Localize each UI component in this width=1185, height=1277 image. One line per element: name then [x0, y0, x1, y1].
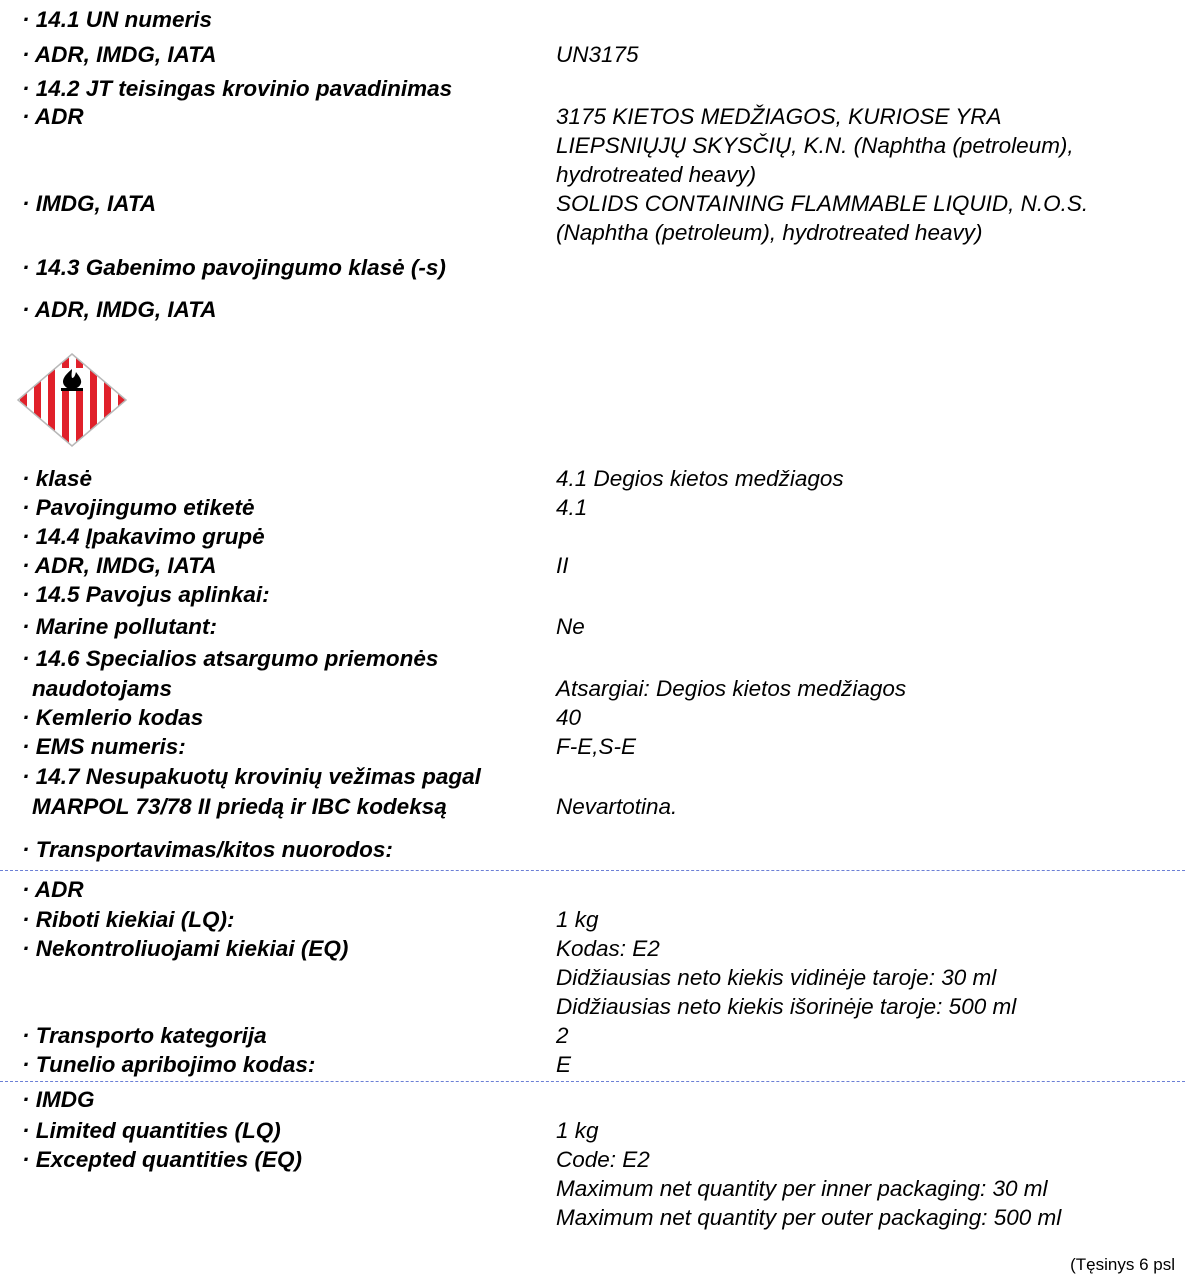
adr-excepted-inner-max: Didžiausias neto kiekis vidinėje taroje: 30 ml: [556, 965, 997, 990]
tunnel-restriction-value: E: [556, 1052, 572, 1077]
shipping-name-imdg-label: · IMDG, IATA: [22, 191, 157, 216]
section-14-6-heading-line-1: · 14.6 Specialios atsargumo priemonės: [22, 646, 439, 671]
un-number-value: UN3175: [556, 42, 639, 67]
shipping-name-adr-line-2: LIEPSNIŲJŲ SKYSČIŲ, K.N. (Naphtha (petroleum),: [556, 133, 1074, 158]
section-14-7-heading-line-2: MARPOL 73/78 II priedą ir IBC kodeksą: [32, 794, 447, 819]
shipping-name-imdg-line-2: (Naphtha (petroleum), hydrotreated heavy): [556, 220, 983, 245]
section-14-4-heading: · 14.4 Įpakavimo grupė: [22, 524, 265, 549]
imdg-limited-quantities-label: · Limited quantities (LQ): [22, 1118, 281, 1143]
shipping-name-adr-line-1: 3175 KIETOS MEDŽIAGOS, KURIOSE YRA: [556, 104, 1002, 129]
packing-group-label: · ADR, IMDG, IATA: [22, 553, 217, 578]
marine-pollutant-label: · Marine pollutant:: [22, 614, 217, 639]
adr-limited-quantities-label: · Riboti kiekiai (LQ):: [22, 907, 235, 932]
kemler-code-value: 40: [556, 705, 582, 730]
imdg-excepted-quantities-label: · Excepted quantities (EQ): [22, 1147, 303, 1172]
adr-excepted-quantities-label: · Nekontroliuojami kiekiai (EQ): [22, 936, 349, 961]
section-14-7-heading-line-1: · 14.7 Nesupakuotų krovinių vežimas pagal: [22, 764, 481, 789]
hazard-label-value: 4.1: [556, 495, 588, 520]
transport-category-label: · Transporto kategorija: [22, 1023, 267, 1048]
continuation-note: (Tęsinys 6 psl: [1070, 1255, 1175, 1274]
ems-number-label: · EMS numeris:: [22, 734, 186, 759]
ems-number-value: F-E,S-E: [556, 734, 637, 759]
special-precautions-value: Atsargiai: Degios kietos medžiagos: [556, 676, 907, 701]
class-value: 4.1 Degios kietos medžiagos: [556, 466, 844, 491]
section-divider: [0, 1081, 1185, 1082]
marine-pollutant-value: Ne: [556, 614, 585, 639]
section-14-3-heading: · 14.3 Gabenimo pavojingumo klasė (-s): [22, 255, 446, 280]
imdg-excepted-outer-max: Maximum net quantity per outer packaging: 500 ml: [556, 1205, 1062, 1230]
section-14-6-heading-line-2: naudotojams: [32, 676, 173, 701]
section-14-2-heading: · 14.2 JT teisingas krovinio pavadinimas: [22, 76, 453, 101]
section-divider: [0, 870, 1185, 871]
adr-excepted-quantities-code: Kodas: E2: [556, 936, 660, 961]
hazard-class-modes-label: · ADR, IMDG, IATA: [22, 297, 217, 322]
bulk-transport-value: Nevartotina.: [556, 794, 678, 819]
hazard-label-label: · Pavojingumo etiketė: [22, 495, 255, 520]
transport-other-info-heading: · Transportavimas/kitos nuorodos:: [22, 837, 393, 862]
imdg-limited-quantities-value: 1 kg: [556, 1118, 599, 1143]
adr-excepted-outer-max: Didžiausias neto kiekis išorinėje taroje: 500 ml: [556, 994, 1017, 1019]
shipping-name-adr-label: · ADR: [22, 104, 84, 129]
section-14-5-heading: · 14.5 Pavojus aplinkai:: [22, 582, 270, 607]
shipping-name-adr-line-3: hydrotreated heavy): [556, 162, 757, 187]
flammable-solid-class-4-1-icon: [14, 352, 130, 448]
imdg-subheading: · IMDG: [22, 1087, 95, 1112]
section-14-1-heading: · 14.1 UN numeris: [22, 7, 213, 32]
packing-group-value: II: [556, 553, 569, 578]
adr-subheading: · ADR: [22, 877, 84, 902]
kemler-code-label: · Kemlerio kodas: [22, 705, 204, 730]
class-label: · klasė: [22, 466, 93, 491]
imdg-excepted-quantities-code: Code: E2: [556, 1147, 650, 1172]
adr-limited-quantities-value: 1 kg: [556, 907, 599, 932]
shipping-name-imdg-line-1: SOLIDS CONTAINING FLAMMABLE LIQUID, N.O.S.: [556, 191, 1089, 216]
imdg-excepted-inner-max: Maximum net quantity per inner packaging: 30 ml: [556, 1176, 1048, 1201]
tunnel-restriction-label: · Tunelio apribojimo kodas:: [22, 1052, 316, 1077]
un-number-label: · ADR, IMDG, IATA: [22, 42, 217, 67]
transport-category-value: 2: [556, 1023, 569, 1048]
